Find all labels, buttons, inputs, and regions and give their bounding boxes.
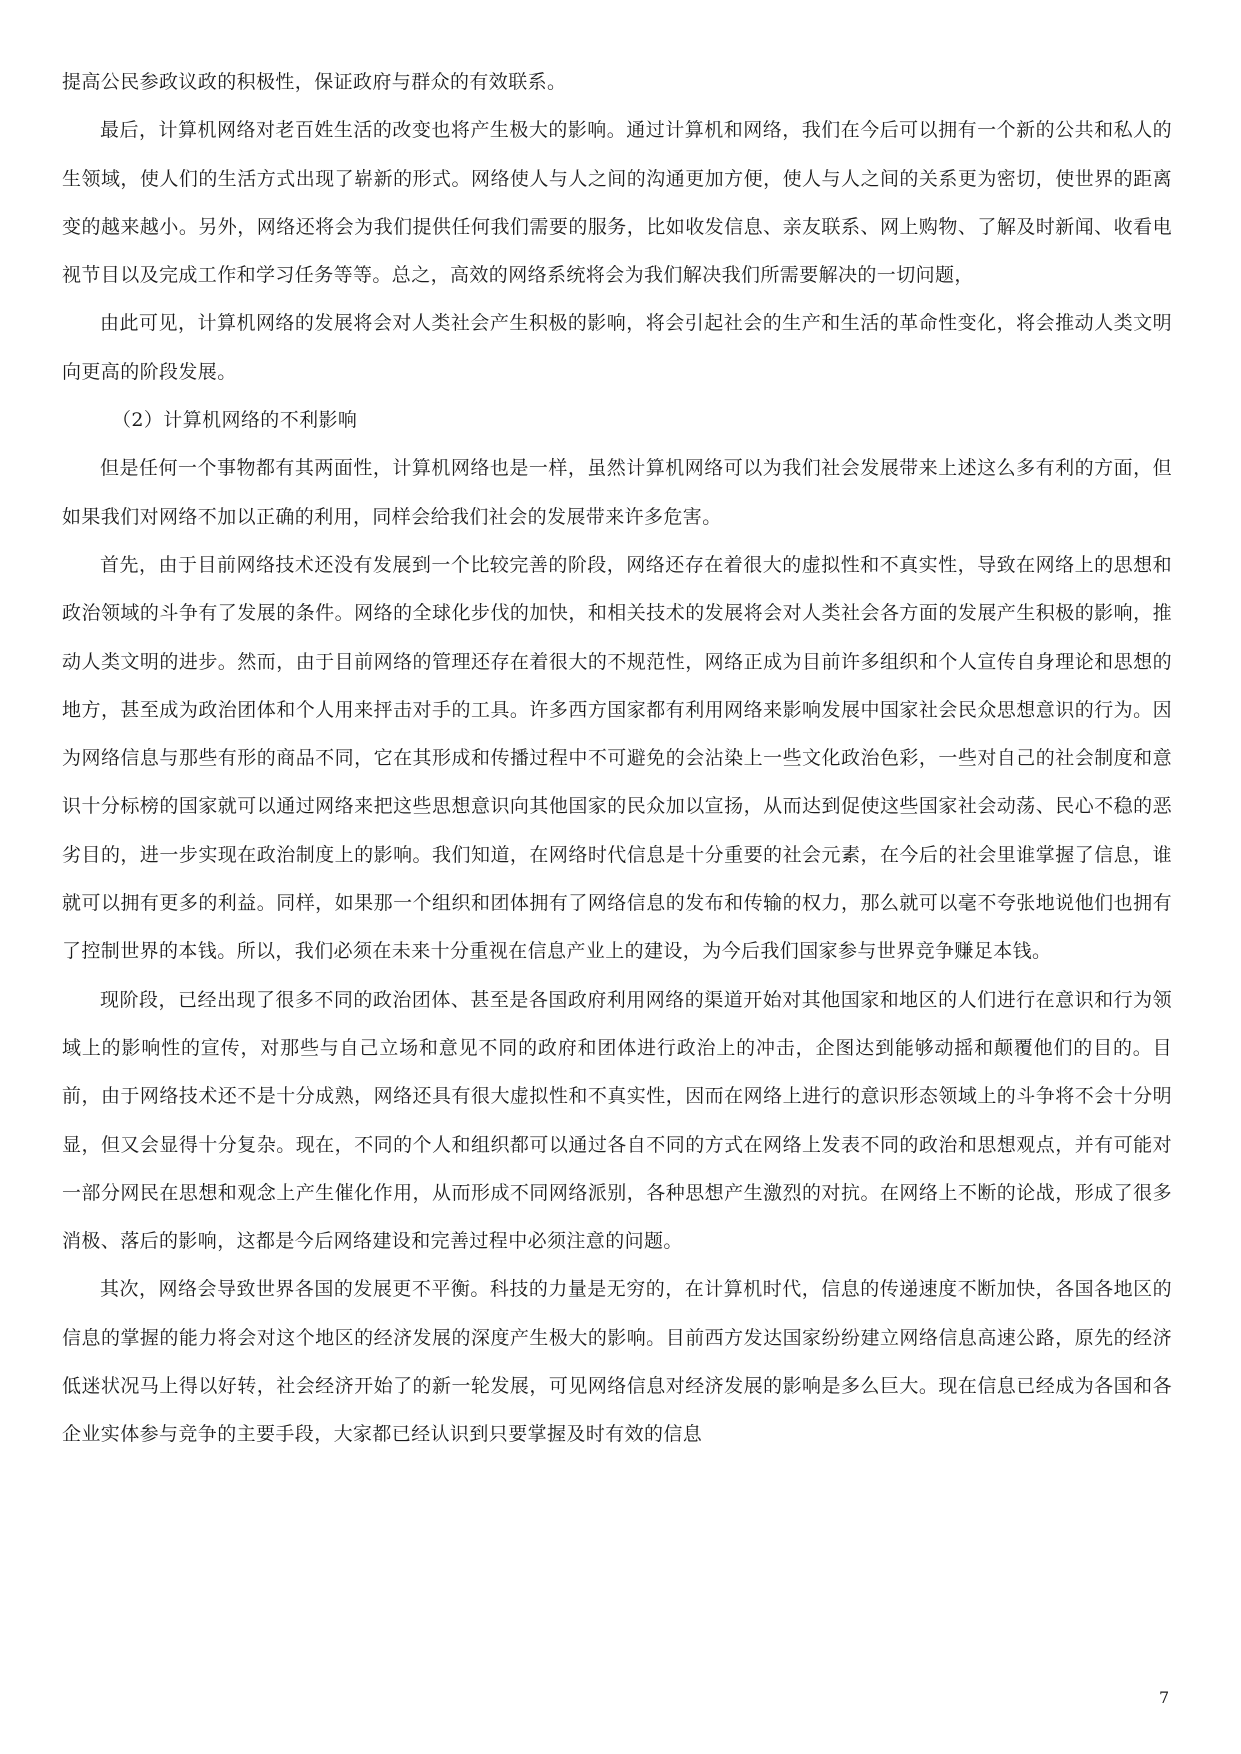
- paragraph-4: 但是任何一个事物都有其两面性，计算机网络也是一样，虽然计算机网络可以为我们社会发展带来上述这么多有利的方面，但如果我们对网络不加以正确的利用，同样会给我们社会的发展带来许多危害。: [62, 457, 1172, 528]
- section-heading: （2）计算机网络的不利影响: [112, 409, 358, 432]
- paragraph-6: 现阶段，已经出现了很多不同的政治团体、甚至是各国政府利用网络的渠道开始对其他国家和地区的人们进行在意识和行为领域上的影响性的宣传，对那些与自己立场和意见不同的政府和团体进行政治上的冲击，企图达到能够动摇和颠覆他们的目的。目前，由于网络技术还不是十分成熟，网络还具有很大虚拟性和不真实性，因而在网络上进行的意识形态领域上的斗争将不会十分明显，但又会显得十分复杂。现在，不同的个人和组织都可以通过各自不同的方式在网络上发表不同的政治和思想观点，并有可能对一部分网民在思想和观念上产生催化作用，从而形成不同网络派别，各种思想产生激烈的对抗。在网络上不断的论战，形成了很多消极、落后的影响，这都是今后网络建设和完善过程中必须注意的问题。: [62, 988, 1172, 1253]
- document-body: [62, 58, 1172, 1459]
- paragraph-5: 首先，由于目前网络技术还没有发展到一个比较完善的阶段，网络还存在着很大的虚拟性和不真实性，导致在网络上的思想和政治领域的斗争有了发展的条件。网络的全球化步伐的加快，和相关技术的发展将会对人类社会各方面的发展产生积极的影响，推动人类文明的进步。然而，由于目前网络的管理还存在着很大的不规范性，网络正成为目前许多组织和个人宣传自身理论和思想的地方，甚至成为政治团体和个人用来抨击对手的工具。许多西方国家都有利用网络来影响发展中国家社会民众思想意识的行为。因为网络信息与那些有形的商品不同，它在其形成和传播过程中不可避免的会沾染上一些文化政治色彩，一些对自己的社会制度和意识十分标榜的国家就可以通过网络来把这些思想意识向其他国家的民众加以宣扬，从而达到促使这些国家社会动荡、民心不稳的恶劣目的，进一步实现在政治制度上的影响。我们知道，在网络时代信息是十分重要的社会元素，在今后的社会里谁掌握了信息，谁就可以拥有更多的利益。同样，如果那一个组织和团体拥有了网络信息的发布和传输的权力，那么就可以毫不夸张地说他们也拥有了控制世界的本钱。所以，我们必须在未来十分重视在信息产业上的建设，为今后我们国家参与世界竞争赚足本钱。: [62, 553, 1172, 963]
- paragraph-1: 提高公民参政议政的积极性，保证政府与群众的有效联系。: [62, 71, 567, 93]
- paragraph-3: 由此可见，计算机网络的发展将会对人类社会产生积极的影响，将会引起社会的生产和生活的革命性变化，将会推动人类文明向更高的阶段发展。: [62, 312, 1172, 383]
- paragraph-7: 其次，网络会导致世界各国的发展更不平衡。科技的力量是无穷的，在计算机时代，信息的传递速度不断加快，各国各地区的信息的掌握的能力将会对这个地区的经济发展的深度产生极大的影响。目前西方发达国家纷纷建立网络信息高速公路，原先的经济低迷状况马上得以好转，社会经济开始了的新一轮发展，可见网络信息对经济发展的影响是多么巨大。现在信息已经成为各国和各企业实体参与竞争的主要手段，大家都已经认识到只要掌握及时有效的信息: [62, 1278, 1172, 1446]
- page-number: 7: [1159, 1688, 1170, 1707]
- paragraph-2: 最后，计算机网络对老百姓生活的改变也将产生极大的影响。通过计算机和网络，我们在今后可以拥有一个新的公共和私人的生领域，使人们的生活方式出现了崭新的形式。网络使人与人之间的沟通更加方便，使人与人之间的关系更为密切，使世界的距离变的越来越小。另外，网络还将会为我们提供任何我们需要的服务，比如收发信息、亲友联系、网上购物、了解及时新闻、收看电视节目以及完成工作和学习任务等等。总之，高效的网络系统将会为我们解决我们所需要解决的一切问题，: [62, 119, 1172, 287]
